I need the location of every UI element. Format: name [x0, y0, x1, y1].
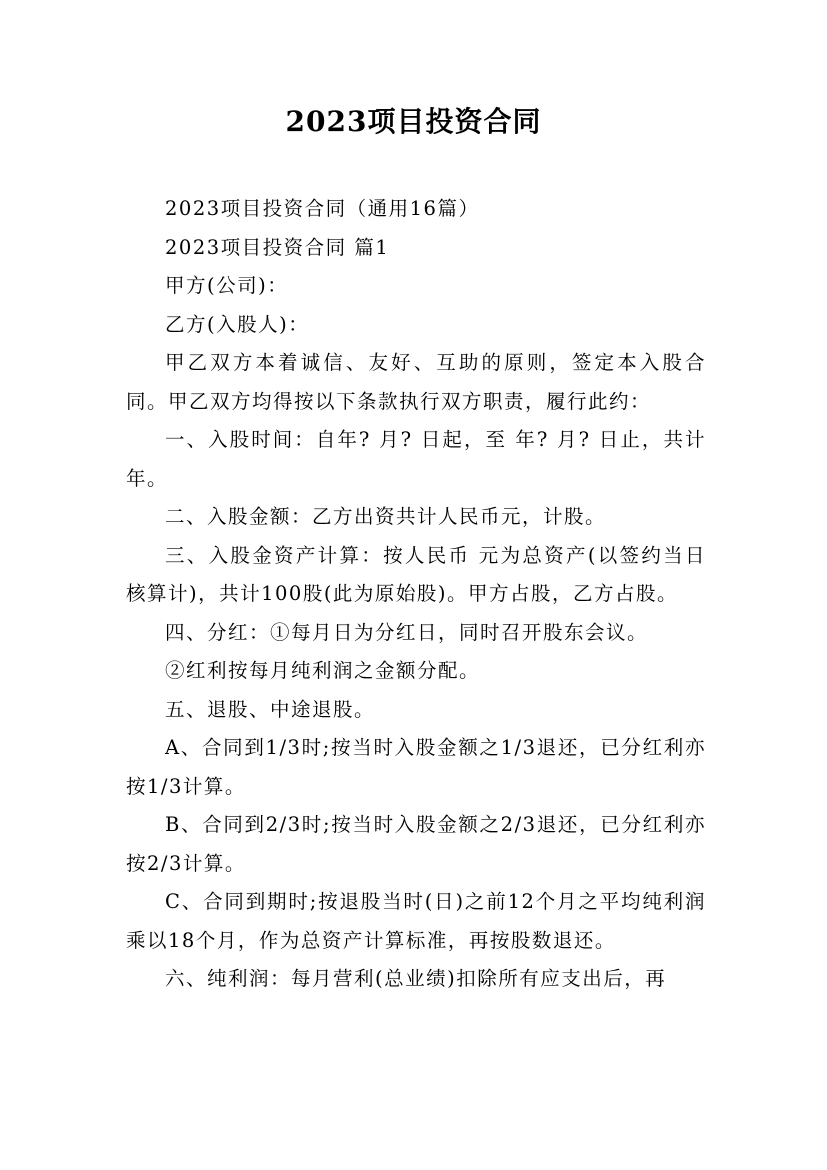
paragraph: 一、入股时间：自年? 月? 日起，至 年? 月? 日止，共计 年。 [126, 428, 706, 490]
paragraph: 2023项目投资合同 篇1 [165, 235, 390, 259]
paragraph: 2023项目投资合同（通用16篇） [165, 197, 480, 220]
paragraph: B、合同到2/3时;按当时入股金额之2/3退还，已分红利亦按2/3计算。 [126, 813, 706, 875]
document-body [126, 190, 706, 999]
paragraph: 六、纯利润：每月营利(总业绩)扣除所有应支出后，再 [165, 967, 667, 990]
paragraph: A、合同到1/3时;按当时入股金额之1/3退还，已分红利亦按1/3计算。 [126, 736, 706, 798]
paragraph: 三、入股金资产计算：按人民币 元为总资产(以签约当日核算计)，共计100股(此为原始股)。甲方占股，乙方占股。 [126, 543, 706, 605]
paragraph: 二、入股金额：乙方出资共计人民币元，计股。 [165, 505, 607, 528]
paragraph: 四、分红：①每月日为分红日，同时召开股东会议。 [165, 620, 649, 644]
paragraph: 甲方(公司)： [165, 274, 289, 297]
paragraph: 乙方(入股人)： [165, 312, 310, 336]
paragraph: 五、退股、中途退股。 [165, 697, 376, 721]
paragraph: ②红利按每月纯利润之金额分配。 [165, 659, 481, 682]
paragraph: 甲乙双方本着诚信、友好、互助的原则，签定本入股合同。甲乙双方均得按以下条款执行双方职责，履行此约： [126, 351, 706, 413]
document-title: 2023项目投资合同 [285, 105, 542, 138]
paragraph: C、合同到期时;按退股当时(日)之前12个月之平均纯利润乘以18个月，作为总资产计算标准，再按股数退还。 [126, 890, 706, 952]
